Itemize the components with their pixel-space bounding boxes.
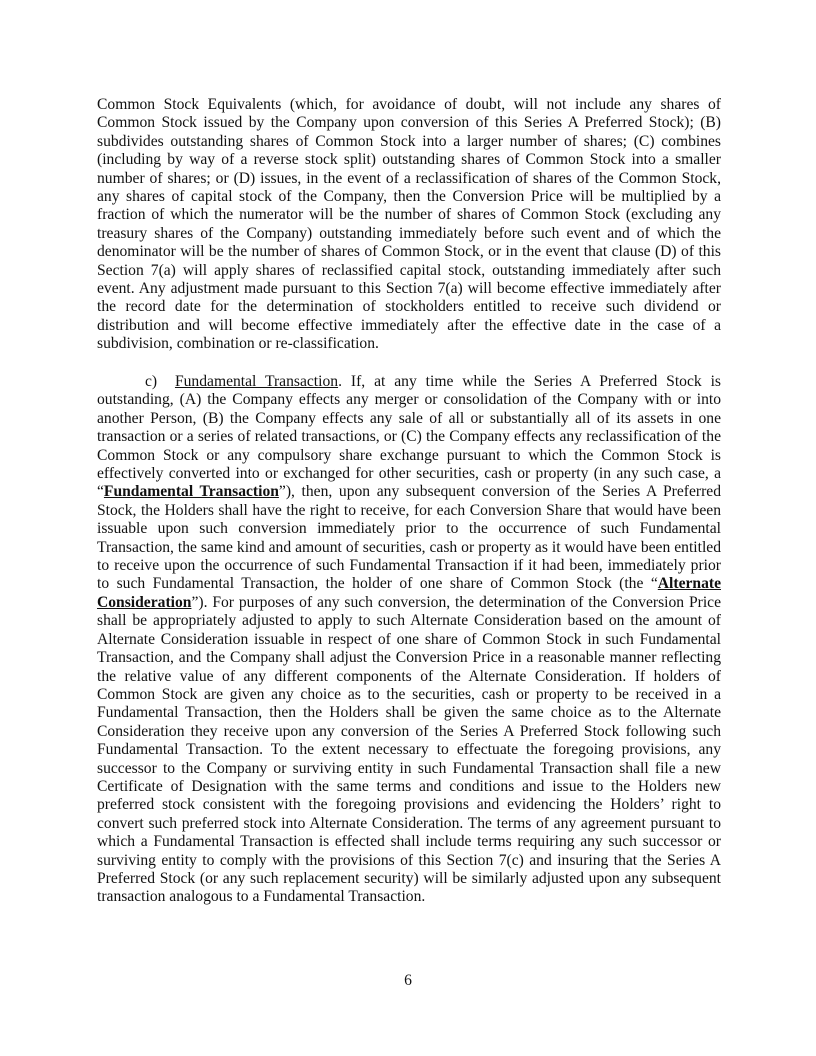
paragraph-section-c bbox=[97, 373, 721, 907]
page-number: 6 bbox=[404, 972, 412, 989]
section-c-text-1: . If, at any time while the Series A Preferred Stock is outstanding, (A) the Company effects any merger or consolidation of the Company with or into another Person, (B) the Company effects any sale of all or substantially all of its assets in one transaction or a series of related transactions, or (C) the Company effects any reclassification of the Common Stock or any compulsory share exchange pursuant to which the Common Stock is effectively converted into or exchanged for other securities, cash or property (in any such case, a “ bbox=[97, 373, 722, 501]
defined-term-alternate-consideration: Alternate Consideration bbox=[97, 575, 721, 611]
section-c-text-3: ”). For purposes of any such conversion, the determination of the Conversion Price shall be appropriately adjusted to apply to such Alternate Consideration based on the amount of Alternate Consideration issuable in respect of one share of Common Stock in such Fundamental Transaction, and the Company shall adjust the Conversion Price in a reasonable manner reflecting the relative value of any different components of the Alternate Consideration. If holders of Common Stock are given any choice as to the securities, cash or property to be received in a Fundamental Transaction, then the Holders shall be given the same choice as to the Alternate Consideration they receive upon any conversion of the Series A Preferred Stock following such Fundamental Transaction. To the extent necessary to effectuate the foregoing provisions, any successor to the Company or surviving entity in such Fundamental Transaction shall file a new Certificate of Designation with the same terms and conditions and issue to the Holders new preferred stock consistent with the foregoing provisions and evidencing the Holders’ right to convert such preferred stock into Alternate Consideration. The terms of any agreement pursuant to which a Fundamental Transaction is effected shall include terms requiring any such successor or surviving entity to comply with the provisions of this Section 7(c) and insuring that the Series A Preferred Stock (or any such replacement security) will be similarly adjusted upon any subsequent transaction analogous to a Fundamental Transaction. bbox=[97, 593, 721, 906]
defined-term-fundamental-transaction: Fundamental Transaction bbox=[103, 483, 279, 501]
section-c-label: c) bbox=[145, 373, 158, 390]
paragraph-adjustment-continuation: Common Stock Equivalents (which, for avoidance of doubt, will not include any shares of Common Stock issued by the Company upon conversion of this Series A Preferred Stock); (B) subdivides outstanding shares of Common Stock into a larger number of shares; (C) combines (including by way of a reverse stock split) outstanding shares of Common Stock into a smaller number of shares; or (D) issues, in the event of a reclassification of shares of the Common Stock, any shares of capital stock of the Company, then the Conversion Price will be multiplied by a fraction of which the numerator will be the number of shares of Common Stock (excluding any treasury shares of the Company) outstanding immediately before such event and of which the denominator will be the number of shares of Common Stock, or in the event that clause (D) of this Section 7(a) will apply shares of reclassified capital stock, outstanding immediately after such event. Any adjustment made pursuant to this Section 7(a) will become effective immediately after the record date for the determination of stockholders entitled to receive such dividend or distribution and will become effective immediately after the effective date in the case of a subdivision, combination or re-classification. bbox=[97, 96, 721, 353]
section-c-text-2: ”), then, upon any subsequent conversion of the Series A Preferred Stock, the Holders shall have the right to receive, for each Conversion Share that would have been issuable upon such conversion immediately prior to the occurrence of such Fundamental Transaction, the same kind and amount of securities, cash or property as it would have been entitled to receive upon the occurrence of such Fundamental Transaction if it had been, immediately prior to such Fundamental Transaction, the holder of one share of Common Stock (the “ bbox=[97, 483, 721, 593]
section-c-heading: Fundamental Transaction bbox=[174, 373, 339, 390]
